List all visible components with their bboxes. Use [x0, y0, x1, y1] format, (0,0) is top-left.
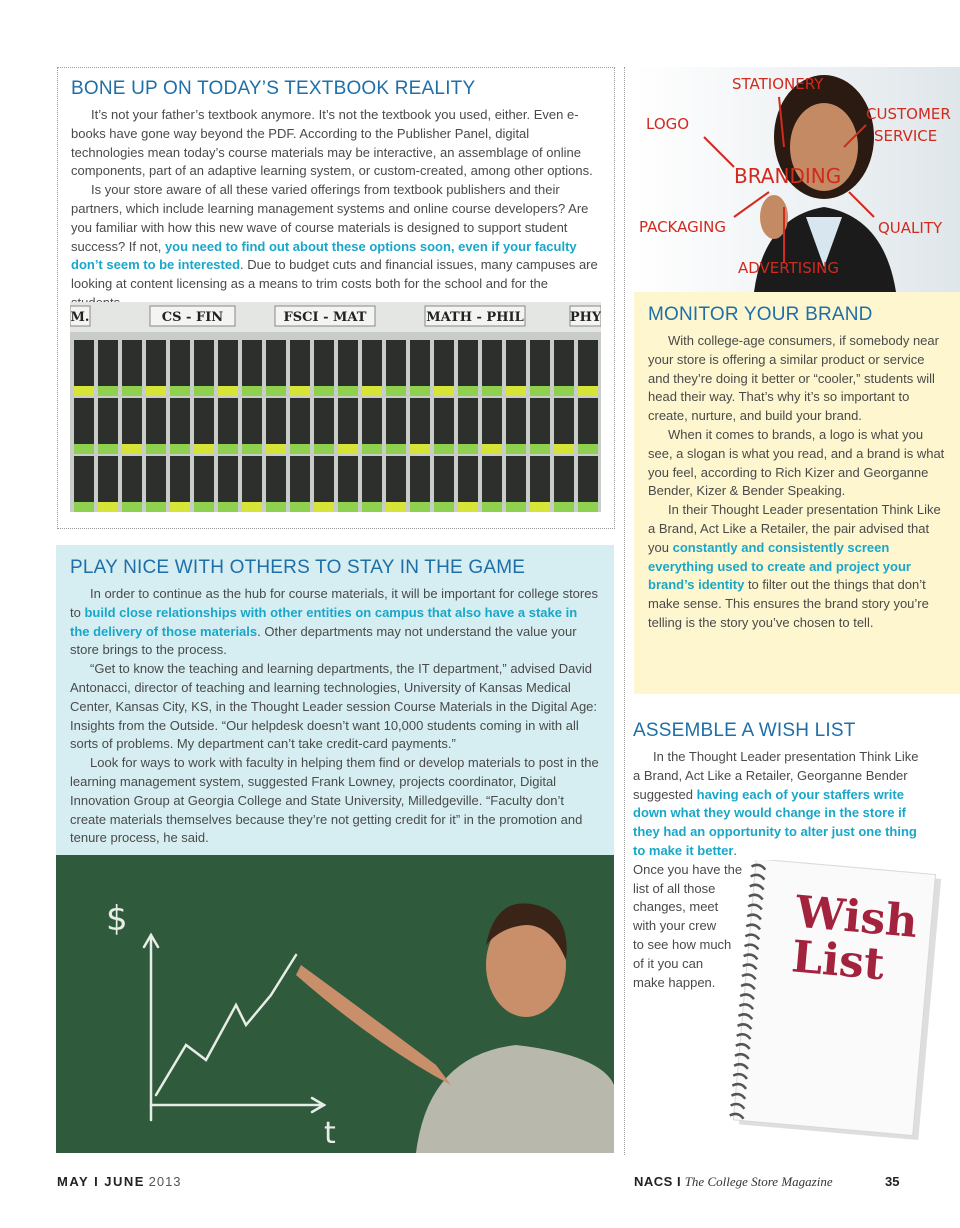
- shelf-label: [266, 444, 286, 454]
- shelf-card-rack: [338, 398, 358, 448]
- shelf-label: [506, 502, 526, 512]
- shelf-card-rack: [338, 340, 358, 390]
- shelf-label: [482, 386, 502, 396]
- shelf-sign: MATH - PHIL: [426, 310, 524, 325]
- shelf-label: [434, 386, 454, 396]
- shelf-card-rack: [74, 340, 94, 390]
- shelf-card-rack: [362, 398, 382, 448]
- shelf-card-rack: [290, 398, 310, 448]
- shelf-card-rack: [74, 398, 94, 448]
- shelf-label: [170, 386, 190, 396]
- footer-magazine-name: The College Store Magazine: [684, 1174, 833, 1189]
- shelf-label: [434, 502, 454, 512]
- shelf-label: [458, 386, 478, 396]
- play-nice-p1-text-end: . Other departments may not understand the value your store brings to the process.: [70, 623, 577, 658]
- shelf-label: [338, 444, 358, 454]
- footer-issue-year: 2013: [148, 1174, 182, 1189]
- shelf-label: [74, 386, 94, 396]
- shelf-card-rack: [122, 398, 142, 448]
- shelf-label: [506, 386, 526, 396]
- shelf-card-rack: [386, 398, 406, 448]
- wish-line: Once you have the: [633, 861, 743, 877]
- shelf-card-rack: [266, 340, 286, 390]
- shelf-card-rack: [458, 398, 478, 448]
- play-nice-p1-text: In order to continue as the hub for course materials, it will be important for college stores to: [70, 586, 598, 620]
- notebook-list-text: List: [789, 931, 887, 991]
- wish-paragraph-1: [633, 748, 923, 861]
- shelf-label: [98, 386, 118, 396]
- shelf-label: [338, 386, 358, 396]
- wish-line: list of all those: [633, 880, 716, 896]
- shelf-card-rack: [266, 456, 286, 506]
- shelf-label: [122, 444, 142, 454]
- shelf-card-rack: [506, 340, 526, 390]
- shelf-card-rack: [122, 456, 142, 506]
- chalk-t-label: t: [324, 1116, 336, 1151]
- shelf-label: [98, 502, 118, 512]
- textbook-highlight: you need to find out about these options soon, even if your faculty don’t seem to be interested: [71, 238, 577, 273]
- shelf-card-rack: [170, 398, 190, 448]
- wish-line: make happen.: [633, 974, 716, 990]
- shelf-card-rack: [290, 340, 310, 390]
- shelf-card-rack: [266, 398, 286, 448]
- shelf-card-rack: [410, 340, 430, 390]
- shelf-card-rack: [74, 456, 94, 506]
- shelf-card-rack: [434, 456, 454, 506]
- shelf-label: [122, 502, 142, 512]
- shelf-card-rack: [314, 340, 334, 390]
- play-nice-paragraph-3: Look for ways to work with faculty in helping them find or develop materials to post in the learning management system, suggested Frank Lowney, projects coordinator, Digital Innovation Group at Georgia College and State University, Milledgeville. “Faculty don’t create materials themselves because they’re not getting credit for it” in the promotion and tenure process, he said.: [70, 755, 599, 846]
- branding-word: PACKAGING: [639, 218, 727, 236]
- shelf-label: [482, 502, 502, 512]
- shelf-card-rack: [458, 456, 478, 506]
- shelf-label: [194, 502, 214, 512]
- textbook-paragraph-2: [71, 181, 601, 313]
- shelf-card-rack: [242, 398, 262, 448]
- brand-headline: MONITOR YOUR BRAND: [648, 304, 873, 325]
- shelf-sign: M.: [70, 310, 90, 325]
- shelf-label: [434, 444, 454, 454]
- brand-paragraph-2: When it comes to brands, a logo is what you see, a slogan is what you read, and a brand is what you feel, according to Rich Kizer and Georganne Bender, Kizer & Bender Speaking.: [648, 426, 945, 499]
- shelf-label: [290, 502, 310, 512]
- textbook-body: [71, 106, 601, 313]
- shelf-card-rack: [362, 340, 382, 390]
- shelf-label: [386, 444, 406, 454]
- shelf-label: [194, 386, 214, 396]
- shelf-card-rack: [530, 398, 550, 448]
- shelf-card-rack: [218, 398, 238, 448]
- chalk-dollar-label: $: [106, 899, 128, 939]
- shelf-label: [242, 444, 262, 454]
- shelf-label: [266, 502, 286, 512]
- shelf-label: [146, 502, 166, 512]
- shelf-card-rack: [170, 340, 190, 390]
- shelf-card-rack: [314, 456, 334, 506]
- play-nice-highlight: build close relationships with other entities on campus that also have a stake in the delivery of those materials: [70, 604, 578, 639]
- shelf-label: [530, 502, 550, 512]
- shelf-sign: FSCI - MAT: [283, 310, 367, 325]
- column-divider: [624, 67, 625, 1155]
- shelf-label: [170, 502, 190, 512]
- shelf-label: [410, 386, 430, 396]
- shelf-card-rack: [554, 398, 574, 448]
- shelf-label: [290, 444, 310, 454]
- textbook-p2-text: Is your store aware of all these varied offerings from textbook publishers and their partners, which include learning management systems and online course developers? Are you familiar with how this new wave of course materials is designed to support student success? If not,: [71, 182, 589, 254]
- shelf-label: [578, 444, 598, 454]
- shelf-label: [554, 386, 574, 396]
- wish-line: to see how much: [633, 936, 732, 952]
- branding-word: QUALITY: [878, 219, 943, 237]
- shelf-card-rack: [554, 340, 574, 390]
- bookstore-shelf-photo: [70, 302, 601, 512]
- shelf-card-rack: [122, 340, 142, 390]
- shelf-label: [314, 502, 334, 512]
- branding-word: ADVERTISING: [738, 259, 839, 277]
- wish-list-notebook: [720, 860, 945, 1145]
- shelf-card-rack: [98, 456, 118, 506]
- wish-line: of it you can: [633, 955, 704, 971]
- brand-paragraph-1: With college-age consumers, if somebody near your store is offering a similar product or service and they’re doing it better or “cooler,” students will head their way. That’s why it’s so important to create, nurture, and build your brand.: [648, 333, 939, 424]
- shelf-label: [530, 444, 550, 454]
- branding-word: CUSTOMER: [866, 105, 951, 123]
- footer-issue-month: MAY I JUNE: [57, 1174, 145, 1189]
- shelf-label: [266, 386, 286, 396]
- shelf-card-rack: [506, 456, 526, 506]
- brand-p3-text-end: to filter out the things that don’t make sense. This ensures the brand story you’re telling is the story you’ve chosen to tell.: [648, 577, 929, 630]
- shelf-label: [74, 502, 94, 512]
- shelf-card-rack: [194, 398, 214, 448]
- shelf-card-rack: [530, 456, 550, 506]
- shelf-card-rack: [578, 340, 598, 390]
- textbook-p2-text-end: . Due to budget cuts and financial issues, many campuses are looking at content licensing as a means to trim costs both for the school and for the: [71, 257, 598, 292]
- shelf-card-rack: [242, 456, 262, 506]
- shelf-card-rack: [554, 456, 574, 506]
- shelf-label: [338, 502, 358, 512]
- textbook-paragraph-1: It’s not your father’s textbook anymore. It’s not the textbook you used, either. Even e-books have gone way beyond the PDF. According to the Publisher Panel, digital technologies mean today’s course materials may be interactive, an assemblage of online components, part of an adaptive learning system, or custom-created, among other options.: [71, 107, 593, 179]
- shelf-card-rack: [434, 340, 454, 390]
- shelf-card-rack: [218, 340, 238, 390]
- shelf-label: [146, 444, 166, 454]
- shelf-card-rack: [530, 340, 550, 390]
- wish-line: with your crew: [633, 918, 717, 934]
- notebook-wish-text: Wish: [793, 886, 920, 949]
- shelf-card-rack: [434, 398, 454, 448]
- wish-highlight: having each of your staffers write down what they would change in the store if they had an opportunity to alter just one thing to make it better: [633, 786, 917, 858]
- shelf-label: [74, 444, 94, 454]
- brand-highlight: constantly and consistently screen everything used to create and project your brand’s identity: [648, 539, 911, 593]
- shelf-label: [194, 444, 214, 454]
- shelf-card-rack: [578, 456, 598, 506]
- wish-p1-text-end: .: [733, 842, 738, 858]
- shelf-label: [506, 444, 526, 454]
- branding-word: SERVICE: [874, 127, 938, 145]
- shelf-label: [146, 386, 166, 396]
- branding-word: LOGO: [646, 115, 690, 133]
- brand-section: [634, 292, 960, 694]
- shelf-label: [122, 386, 142, 396]
- footer-nacs: NACS I: [634, 1174, 682, 1189]
- shelf-card-rack: [242, 340, 262, 390]
- play-nice-headline: PLAY NICE WITH OTHERS TO STAY IN THE GAME: [70, 557, 526, 578]
- branding-photo: [634, 67, 960, 292]
- footer-issue: [57, 1174, 182, 1189]
- shelf-label: [458, 444, 478, 454]
- footer-publication: [634, 1174, 833, 1190]
- shelf-card-rack: [410, 456, 430, 506]
- page-number: 35: [885, 1174, 900, 1189]
- shelf-label: [242, 502, 262, 512]
- shelf-label: [314, 386, 334, 396]
- shelf-card-rack: [386, 456, 406, 506]
- shelf-sign: PHY: [569, 310, 601, 325]
- shelf-label: [362, 444, 382, 454]
- shelf-card-rack: [362, 456, 382, 506]
- shelf-label: [578, 502, 598, 512]
- shelf-label: [290, 386, 310, 396]
- shelf-card-rack: [194, 456, 214, 506]
- shelf-label: [530, 386, 550, 396]
- shelf-card-rack: [146, 340, 166, 390]
- shelf-label: [218, 502, 238, 512]
- shelf-card-rack: [98, 398, 118, 448]
- shelf-label: [218, 386, 238, 396]
- play-nice-section: [56, 545, 614, 855]
- shelf-card-rack: [146, 456, 166, 506]
- shelf-card-rack: [314, 398, 334, 448]
- wish-p1-text: In the Thought Leader presentation Think Like a Brand, Act Like a Retailer, Georganne Bender suggested: [633, 749, 919, 802]
- shelf-card-rack: [170, 456, 190, 506]
- shelf-label: [362, 386, 382, 396]
- shelf-label: [218, 444, 238, 454]
- play-nice-body: [70, 585, 600, 848]
- shelf-card-rack: [482, 340, 502, 390]
- shelf-label: [458, 502, 478, 512]
- shelf-card-rack: [386, 340, 406, 390]
- shelf-label: [314, 444, 334, 454]
- shelf-card-rack: [194, 340, 214, 390]
- shelf-card-rack: [338, 456, 358, 506]
- shelf-card-rack: [98, 340, 118, 390]
- shelf-label: [386, 386, 406, 396]
- shelf-label: [410, 444, 430, 454]
- shelf-card-rack: [506, 398, 526, 448]
- shelf-label: [386, 502, 406, 512]
- shelf-card-rack: [458, 340, 478, 390]
- branding-word: BRANDING: [734, 164, 842, 188]
- shelf-card-rack: [146, 398, 166, 448]
- play-nice-paragraph-2: “Get to know the teaching and learning departments, the IT department,” advised David Antonacci, director of teaching and learning technologies, University of Kansas Medical Center, Kansas City, KS, in the Thought Leader session Course Materials in the Digital Age: Insights from the Outside. “Our helpdesk doesn’t want 10,000 students coming in with all sorts of problems. My department can’t take credit-card payments.”: [70, 661, 598, 752]
- chalkboard-photo: [56, 855, 614, 1153]
- play-nice-paragraph-1: [70, 585, 600, 660]
- shelf-label: [554, 444, 574, 454]
- branding-word: STATIONERY: [732, 75, 824, 93]
- brand-body: [648, 332, 946, 633]
- shelf-label: [482, 444, 502, 454]
- shelf-label: [362, 502, 382, 512]
- wish-line: changes, meet: [633, 899, 719, 915]
- shelf-card-rack: [290, 456, 310, 506]
- shelf-label: [98, 444, 118, 454]
- wish-headline: ASSEMBLE A WISH LIST: [633, 720, 856, 741]
- shelf-sign: CS - FIN: [161, 310, 224, 325]
- shelf-label: [170, 444, 190, 454]
- shelf-card-rack: [218, 456, 238, 506]
- shelf-label: [410, 502, 430, 512]
- textbook-headline: BONE UP ON TODAY’S TEXTBOOK REALITY: [71, 78, 476, 99]
- shelf-card-rack: [578, 398, 598, 448]
- brand-paragraph-3: [648, 501, 946, 633]
- shelf-label: [242, 386, 262, 396]
- shelf-label: [554, 502, 574, 512]
- brand-p3-text: In their Thought Leader presentation Think Like a Brand, Act Like a Retailer, the pair advised that you: [648, 502, 941, 555]
- shelf-card-rack: [482, 456, 502, 506]
- shelf-card-rack: [410, 398, 430, 448]
- shelf-label: [578, 386, 598, 396]
- shelf-card-rack: [482, 398, 502, 448]
